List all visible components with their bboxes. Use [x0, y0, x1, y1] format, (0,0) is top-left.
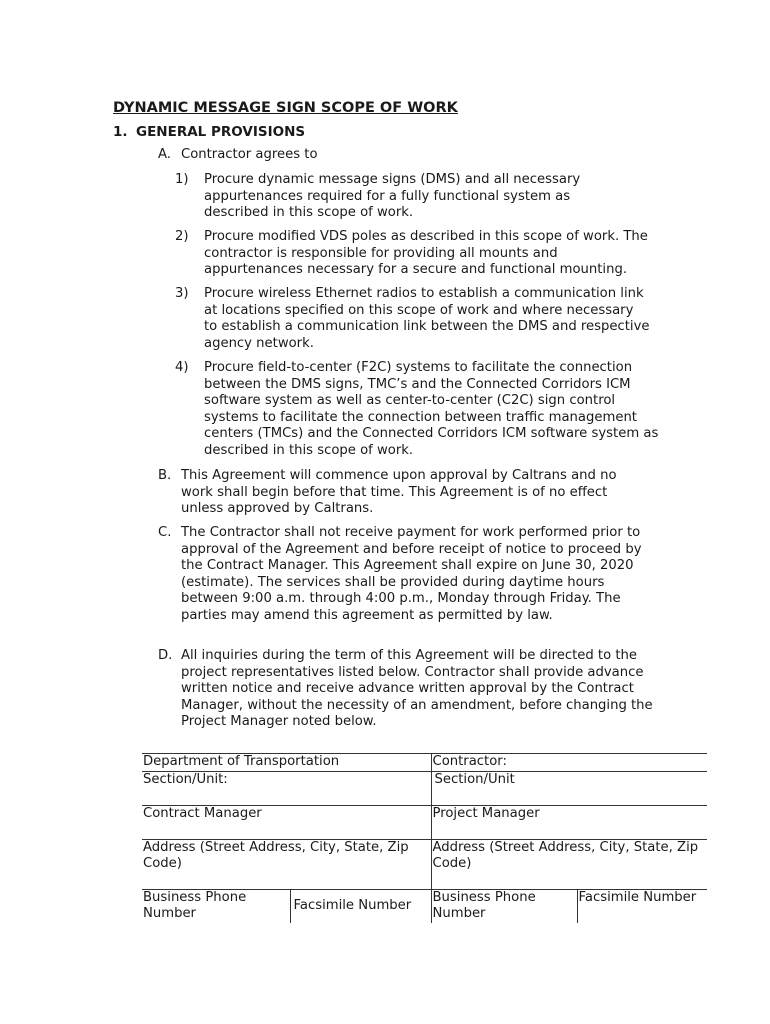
provision-a-text: Contractor agrees to [181, 147, 318, 162]
contacts-row-org [142, 754, 707, 772]
left-fax-label: Facsimile Number [293, 897, 412, 913]
left-fax-cell [290, 889, 431, 923]
subitem-4-marker: 4) [175, 360, 189, 375]
provision-d-text: All inquiries during the term of this Agreement will be directed to the project representatives listed below. Contractor shall provide advance written notice and receive advance written approval by the Contract Manager, without the necessity of an amendment, before changing the Project Manager noted below. [181, 648, 653, 729]
subitem-3-marker: 3) [175, 286, 189, 301]
provision-c-marker: C. [158, 525, 172, 540]
right-section-unit-label: Section/Unit [434, 771, 515, 787]
left-phone-cell [142, 889, 290, 923]
left-section-unit-cell [142, 771, 431, 805]
subitem-1-text: Procure dynamic message signs (DMS) and all necessary appurtenances required for a fully functional system as described in this scope of work. [204, 172, 581, 220]
dept-cell [142, 754, 431, 772]
left-address-cell [142, 839, 431, 889]
left-phone-label: Business Phone Number [143, 889, 247, 921]
document-title: DYNAMIC MESSAGE SIGN SCOPE OF WORK [113, 100, 458, 116]
right-address-cell [431, 839, 707, 889]
provision-a [158, 147, 668, 164]
right-fax-label: Facsimile Number [578, 889, 697, 905]
subitem-2-marker: 2) [175, 229, 189, 244]
right-phone-cell [431, 889, 577, 923]
provision-c-text: The Contractor shall not receive payment for work performed prior to approval of the Agreement and before receipt of notice to proceed by the Contract Manager. This Agreement shall expire on June 30, 2020 (estimate). The services shall be provided during daytime hours between 9:00 a.m. through 4:00 p.m., Monday through Friday. The parties may amend this agreement as permitted by law. [181, 525, 642, 623]
provision-d-marker: D. [158, 648, 173, 663]
dept-label: Department of Transportation [143, 754, 340, 769]
provision-b-marker: B. [158, 468, 172, 483]
right-section-unit-cell [431, 771, 707, 805]
right-fax-cell [577, 889, 707, 923]
contacts-table [142, 753, 707, 923]
provision-b [158, 468, 648, 518]
contractor-label: Contractor: [432, 754, 507, 769]
contract-manager-label: Contract Manager [143, 805, 262, 821]
contacts-row-phone [142, 889, 707, 923]
subitem-2-text: Procure modified VDS poles as described in this scope of work. The contractor is responsible for providing all mounts and appurtenances necessary for a secure and functional mounting. [204, 229, 648, 277]
contract-manager-cell [142, 805, 431, 839]
subitem-4 [175, 360, 660, 459]
left-section-unit-label: Section/Unit: [143, 771, 228, 787]
contractor-cell [431, 754, 707, 772]
subitem-3-text: Procure wireless Ethernet radios to establish a communication link at locations specified on this scope of work and where necessary to establish a communication link between the DMS and respective agency network. [204, 286, 650, 351]
provision-b-text: This Agreement will commence upon approval by Caltrans and no work shall begin before that time. This Agreement is of no effect unless approved by Caltrans. [181, 468, 617, 516]
right-address-label: Address (Street Address, City, State, Zip Code) [432, 839, 699, 871]
left-address-label: Address (Street Address, City, State, Zip Code) [143, 839, 409, 871]
provision-d [158, 648, 663, 731]
provision-a-marker: A. [158, 147, 171, 162]
subitem-1 [175, 172, 605, 222]
section-heading-text: GENERAL PROVISIONS [136, 124, 306, 140]
subitem-2 [175, 229, 655, 279]
project-manager-cell [431, 805, 707, 839]
subitem-3 [175, 286, 650, 352]
contacts-row-manager [142, 805, 707, 839]
subitem-4-text: Procure field-to-center (F2C) systems to facilitate the connection between the DMS signs, TMC’s and the Connected Corridors ICM software system as well as center-to-center (C2C) sign control systems to facilitate the connection between traffic management centers (TMCs) and the Connected Corridors ICM software system as described in this scope of work. [204, 360, 659, 458]
contacts-row-address [142, 839, 707, 889]
section-number: 1. [113, 124, 128, 140]
provision-c [158, 525, 653, 624]
section-heading [113, 124, 305, 141]
project-manager-label: Project Manager [432, 805, 540, 821]
contacts-row-section [142, 771, 707, 805]
subitem-1-marker: 1) [175, 172, 189, 187]
right-phone-label: Business Phone Number [432, 889, 536, 921]
